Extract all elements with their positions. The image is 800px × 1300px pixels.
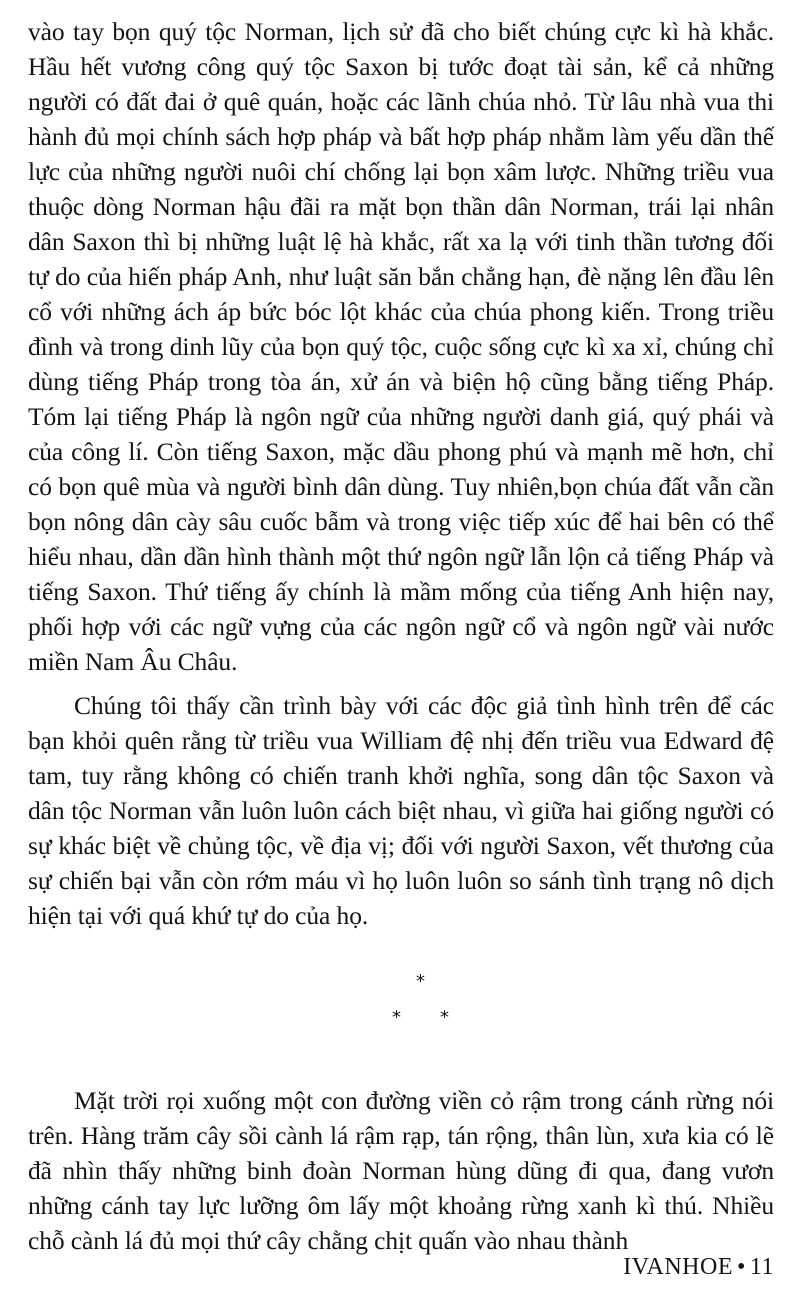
page-body [28,14,774,1258]
paragraph-1: vào tay bọn quý tộc Norman, lịch sử đã cho biết chúng cực kì hà khắc. Hầu hết vương công quý tộc Saxon bị tước đoạt tài sản, kể cả những người có đất đai ở quê quán, hoặc các lãnh chúa nhỏ. Từ lâu nhà vua thi hành đủ mọi chính sách hợp pháp và bất hợp pháp nhằm làm yếu dần thế lực của những người nuôi chí chống lại bọn xâm lược. Những triều vua thuộc dòng Norman hậu đãi ra mặt bọn thần dân Norman, trái lại nhân dân Saxon thì bị những luật lệ hà khắc, rất xa lạ với tinh thần tương đối tự do của hiến pháp Anh, như luật săn bắn chẳng hạn, đè nặng lên đầu lên cổ với những ách áp bức bóc lột khác của chúa phong kiến. Trong triều đình và trong dinh lũy của bọn quý tộc, cuộc sống cực kì xa xỉ, chúng chỉ dùng tiếng Pháp trong tòa án, xử án và biện hộ cũng bằng tiếng Pháp. Tóm lại tiếng Pháp là ngôn ngữ của những người danh giá, quý phái và của công lí. Còn tiếng Saxon, mặc dầu phong phú và mạnh mẽ hơn, chỉ có bọn quê mùa và người bình dân dùng. Tuy nhiên,bọn chúa đất vẫn cần bọn nông dân cày sâu cuốc bẫm và trong việc tiếp xúc để hai bên có thể hiểu nhau, dần dần hình thành một thứ ngôn ngữ lẫn lộn cả tiếng Pháp và tiếng Saxon. Thứ tiếng ấy chính là mầm mống của tiếng Anh hiện nay, phối hợp với các ngữ vựng của các ngôn ngữ cổ và ngôn ngữ vài nước miền Nam Âu Châu. [28,17,774,676]
page-footer [623,1252,774,1282]
running-title: IVANHOE [623,1254,733,1280]
separator-star: * [392,1007,401,1028]
paragraph-2: Chúng tôi thấy cần trình bày với các độc giả tình hình trên để các bạn khỏi quên rằng từ triều vua William đệ nhị đến triều vua Edward đệ tam, tuy rằng không có chiến tranh khởi nghĩa, song dân tộc Saxon và dân tộc Norman vẫn luôn luôn cách biệt nhau, vì giữa hai giống người có sự khác biệt về chủng tộc, về địa vị; đối với người Saxon, vết thương của sự chiến bại vẫn còn rớm máu vì họ luôn luôn so sánh tình trạng nô dịch hiện tại với quá khứ tự do của họ. [28,691,774,930]
page-number: 11 [749,1254,774,1280]
footer-bullet: • [736,1254,746,1280]
paragraph-3: Mặt trời rọi xuống một con đường viền cỏ rậm trong cánh rừng nói trên. Hàng trăm cây sồi cành lá rậm rạp, tán rộng, thân lùn, xưa kia có lẽ đã nhìn thấy những binh đoàn Norman hùng dũng đi qua, đang vươn những cánh tay lực lưỡng ôm lấy một khoảng rừng xanh kì thú. Nhiều chỗ cành lá đủ mọi thứ cây chằng chịt quấn vào nhau thành [28,1086,774,1255]
separator-star: * [440,1007,449,1028]
section-separator [28,933,774,1083]
separator-star: * [416,971,425,992]
